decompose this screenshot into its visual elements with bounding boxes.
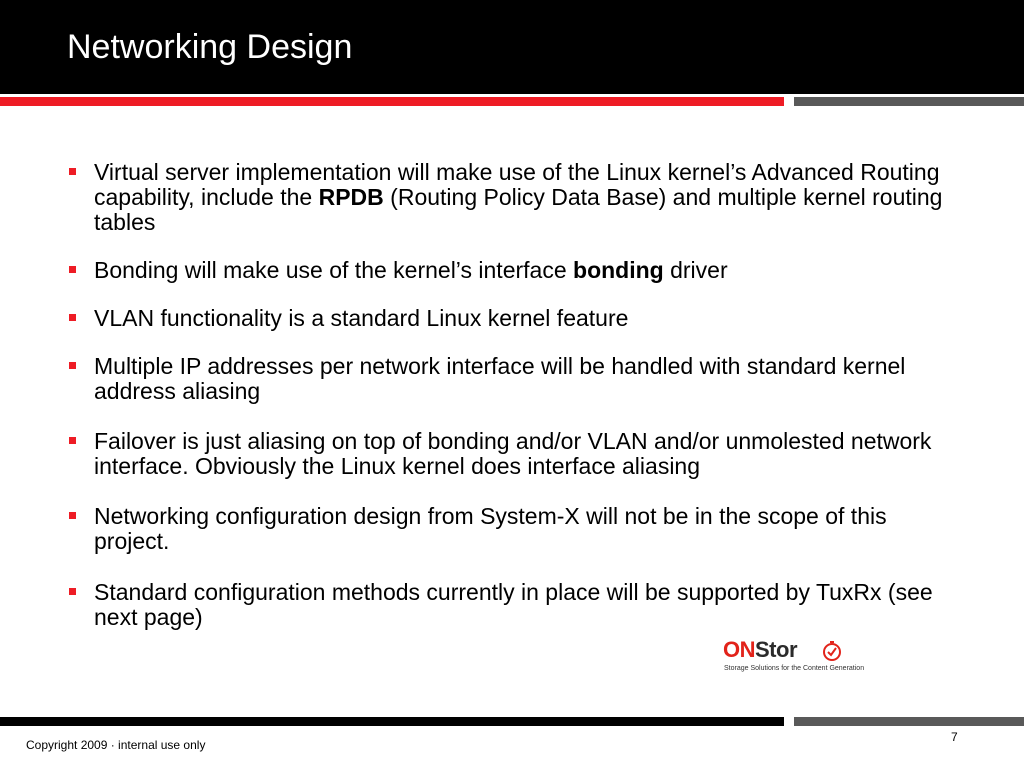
bullet-emphasis: bonding xyxy=(573,257,664,283)
bullet-text: Virtual server implementation will make use of the Linux kernel’s Advanced Routing capability, include the xyxy=(94,159,940,210)
logo-tagline: Storage Solutions for the Content Generation xyxy=(724,665,865,672)
bullet-marker-icon xyxy=(69,314,76,321)
bullet-marker-icon xyxy=(69,362,76,369)
top-gray-stripe xyxy=(794,97,1024,106)
logo-wordmark-stor: Stor xyxy=(755,637,797,662)
bullet-text: VLAN functionality is a standard Linux kernel feature xyxy=(94,305,629,331)
clock-check-icon xyxy=(821,640,843,667)
logo-wordmark xyxy=(723,637,797,663)
bullet-marker-icon xyxy=(69,588,76,595)
bullet-text: Bonding will make use of the kernel’s interface xyxy=(94,257,574,283)
bullet-item xyxy=(68,580,968,630)
logo-wordmark-on: ON xyxy=(723,637,755,662)
page-number: 7 xyxy=(951,730,958,744)
bullet-text: Multiple IP addresses per network interface will be handled with standard kernel address aliasing xyxy=(94,353,906,404)
top-red-stripe xyxy=(0,97,784,106)
bullet-text: Standard configuration methods currently in place will be supported by TuxRx (see next page) xyxy=(94,579,933,630)
bullet-emphasis: RPDB xyxy=(318,184,384,210)
bullet-marker-icon xyxy=(69,266,76,273)
bottom-gray-stripe xyxy=(794,717,1024,726)
bullet-item xyxy=(68,504,968,554)
bullet-text: (Routing Policy Data Base) and multiple kernel routing tables xyxy=(94,184,943,235)
bullet-list xyxy=(68,160,968,630)
bullet-text: driver xyxy=(663,257,728,283)
bullet-marker-icon xyxy=(69,437,76,444)
bullet-item xyxy=(68,306,968,331)
bullet-text: Networking configuration design from System-X will not be in the scope of this project. xyxy=(94,503,887,554)
bullet-text: Failover is just aliasing on top of bonding and/or VLAN and/or unmolested network interface. Obviously the Linux kernel does interface aliasing xyxy=(94,428,932,479)
bullet-item xyxy=(68,160,968,235)
bullet-marker-icon xyxy=(69,512,76,519)
copyright-text: Copyright 2009 · internal use only xyxy=(26,738,206,752)
bullet-marker-icon xyxy=(69,168,76,175)
slide-title: Networking Design xyxy=(67,28,353,66)
bottom-black-stripe xyxy=(0,717,784,726)
title-bar xyxy=(0,0,1024,94)
onstor-logo xyxy=(723,637,873,677)
bullet-item xyxy=(68,258,968,283)
bullet-item xyxy=(68,354,968,404)
bullet-item xyxy=(68,429,968,479)
